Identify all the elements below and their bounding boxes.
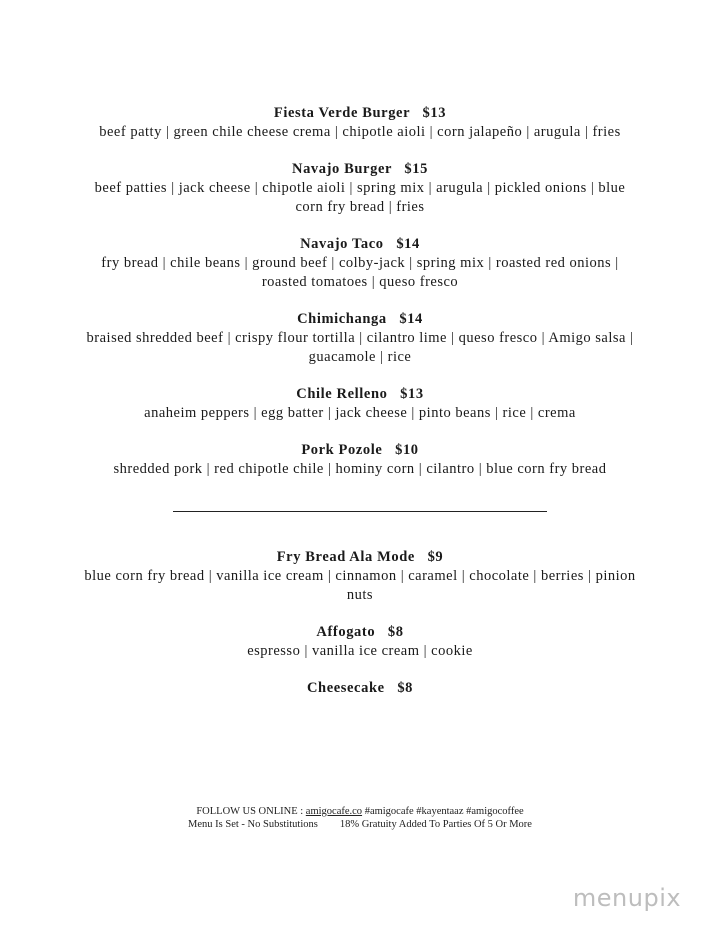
footer [0,805,720,831]
menu-item-affogato [80,623,640,661]
footer-policy-line [0,818,720,831]
section-divider [173,511,547,512]
menu-item-cheesecake [80,679,640,698]
item-description: espresso | vanilla ice cream | cookie [247,643,473,659]
item-description: beef patties | jack cheese | chipotle aioli | spring mix | arugula | pickled onions | blue corn fry bread | fries [94,180,626,215]
item-description: blue corn fry bread | vanilla ice cream | cinnamon | caramel | chocolate | berries | pinion nuts [84,568,636,603]
menu-item-navajo-burger [80,160,640,217]
item-title: Fry Bread Ala Mode $9 [276,549,444,565]
item-description: shredded pork | red chipotle chile | hominy corn | cilantro | blue corn fry bread [113,461,607,477]
item-title: Fiesta Verde Burger $13 [273,105,447,121]
menu-item-fry-bread-ala-mode [80,548,640,605]
item-title: Pork Pozole $10 [301,442,419,458]
follow-label: FOLLOW US ONLINE : [196,806,306,817]
menu-item-chile-relleno [80,385,640,423]
substitution-policy: Menu Is Set - No Substitutions [188,819,318,830]
item-title: Navajo Taco $14 [300,236,420,252]
item-title: Navajo Burger $15 [292,161,428,177]
menu [0,104,720,716]
item-title: Affogato $8 [316,624,404,640]
item-title: Chimichanga $14 [297,311,423,327]
item-title: Cheesecake $8 [306,680,414,696]
footer-follow-line [0,805,720,818]
hashtags: #amigocafe #kayentaaz #amigocoffee [362,806,524,817]
item-title: Chile Relleno $13 [296,386,424,402]
menu-item-navajo-taco [80,235,640,292]
item-description: beef patty | green chile cheese crema | chipotle aioli | corn jalapeño | arugula | fries [99,124,621,140]
website-link[interactable]: amigocafe.co [305,806,363,817]
item-description: fry bread | chile beans | ground beef | colby-jack | spring mix | roasted red onions | roasted tomatoes | queso fresco [101,255,619,290]
menu-item-chimichanga [80,310,640,367]
menupix-watermark: menupix [562,878,692,918]
menu-item-fiesta-verde-burger [80,104,640,142]
gratuity-policy: 18% Gratuity Added To Parties Of 5 Or More [339,819,532,830]
item-description: anaheim peppers | egg batter | jack cheese | pinto beans | rice | crema [144,405,576,421]
item-description: braised shredded beef | crispy flour tortilla | cilantro lime | queso fresco | Amigo salsa | guacamole | rice [86,330,634,365]
menu-item-pork-pozole [80,441,640,479]
